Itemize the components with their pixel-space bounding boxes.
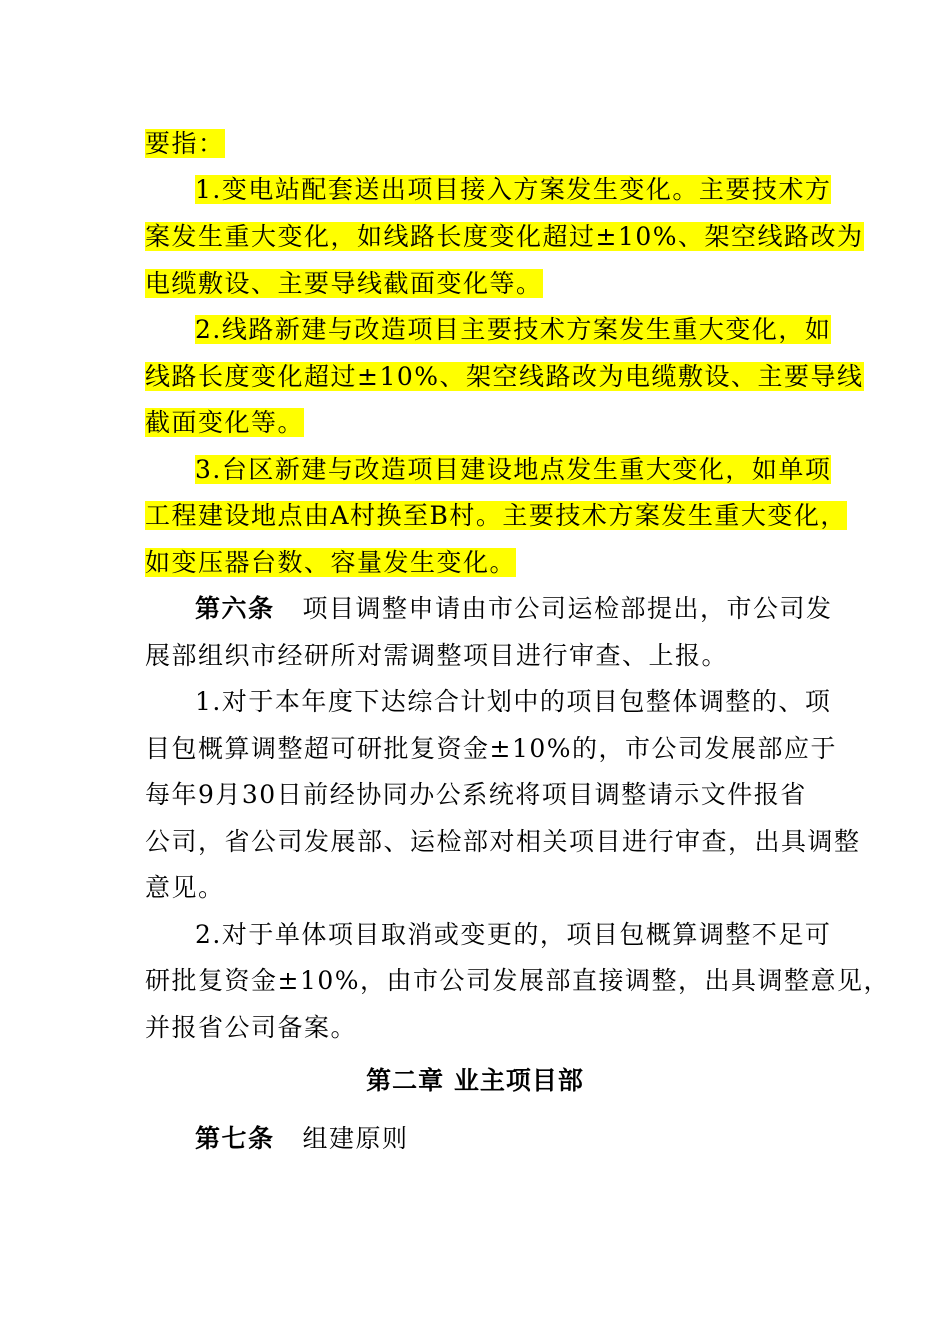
article-text: 组建原则: [302, 1124, 409, 1153]
text-line-5: [195, 313, 832, 347]
paragraph-text: 并报省公司备案。: [145, 1013, 358, 1042]
text-line-19: [145, 964, 891, 998]
text-line-4: [145, 267, 810, 301]
highlighted-text: 要指：: [145, 129, 225, 158]
paragraph-text: 公司，省公司发展部、运检部对相关项目进行审查，出具调整: [145, 827, 861, 856]
paragraph-text: 意见。: [145, 873, 225, 902]
text-line-9: [145, 499, 847, 533]
text-line-3: [145, 220, 864, 254]
text-line-6: [145, 360, 864, 394]
chapter-title: 第二章 业主项目部: [366, 1066, 584, 1095]
paragraph-text: 展部组织市经研所对需调整项目进行审查、上报。: [145, 641, 729, 670]
highlighted-text: 截面变化等。: [145, 408, 305, 437]
text-line-7: [145, 406, 810, 440]
text-line-12: [145, 639, 810, 673]
text-line-1: [145, 127, 810, 161]
highlighted-text: 电缆敷设、主要导线截面变化等。: [145, 269, 543, 298]
text-line-14: [145, 732, 838, 766]
article-heading: 第六条: [195, 594, 275, 623]
highlighted-text: 工程建设地点由A村换至B村。主要技术方案发生重大变化，: [145, 501, 847, 530]
highlighted-text: 线路长度变化超过±10%、架空线路改为电缆敷设、主要导线: [145, 362, 864, 391]
article-text: 项目调整申请由市公司运检部提出，市公司发: [302, 594, 833, 623]
paragraph-text: 目包概算调整超可研批复资金±10%的，市公司发展部应于: [145, 734, 838, 763]
article-7-line: [195, 1122, 810, 1156]
text-line-13: [195, 685, 832, 719]
text-line-18: [195, 918, 832, 952]
highlighted-text: 案发生重大变化，如线路长度变化超过±10%、架空线路改为: [145, 222, 864, 251]
text-line-2: [195, 173, 832, 207]
paragraph-text: 研批复资金±10%，由市公司发展部直接调整，出具调整意见，: [145, 966, 891, 995]
highlighted-text: 2.线路新建与改造项目主要技术方案发生重大变化，如: [195, 315, 832, 344]
highlighted-text: 3.台区新建与改造项目建设地点发生重大变化，如单项: [195, 455, 832, 484]
paragraph-text: 2.对于单体项目取消或变更的，项目包概算调整不足可: [195, 920, 832, 949]
highlighted-text: 如变压器台数、容量发生变化。: [145, 548, 517, 577]
paragraph-text: 每年9月30日前经协同办公系统将项目调整请示文件报省: [145, 780, 807, 809]
article-heading: 第七条: [195, 1124, 275, 1153]
text-line-8: [195, 453, 832, 487]
highlighted-text: 1.变电站配套送出项目接入方案发生变化。主要技术方: [195, 175, 832, 204]
article-6-line: [195, 592, 833, 626]
text-line-10: [145, 546, 810, 580]
paragraph-text: 1.对于本年度下达综合计划中的项目包整体调整的、项: [195, 687, 832, 716]
text-line-15: [145, 778, 810, 812]
text-line-20: [145, 1011, 810, 1045]
text-line-17: [145, 871, 810, 905]
text-line-16: [145, 825, 861, 859]
